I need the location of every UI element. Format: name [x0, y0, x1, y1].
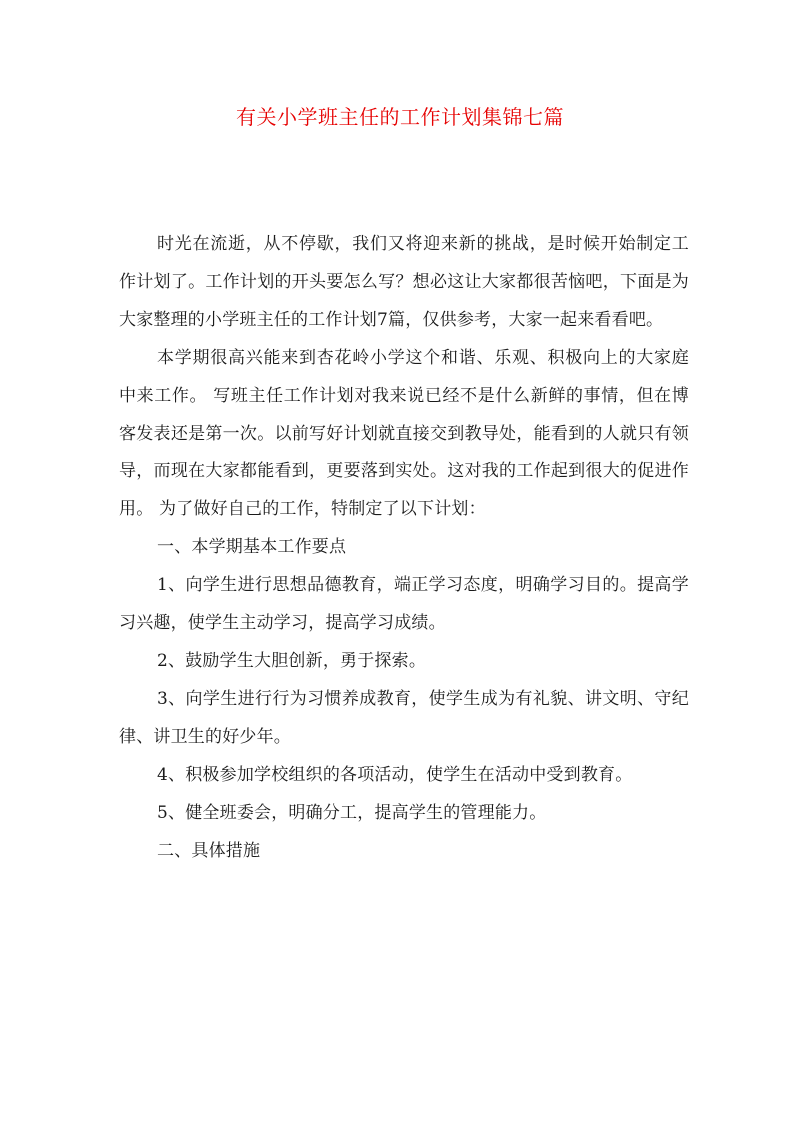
document-title: 有关小学班主任的工作计划集锦七篇 — [236, 105, 564, 129]
work-point-4: 4、积极参加学校组织的各项活动，使学生在活动中受到教育。 — [157, 764, 633, 785]
work-point-1: 1、向学生进行思想品德教育，端正学习态度，明确学习目的。提高学习兴趣，使学生主动学习，提高学习成绩。 — [119, 575, 689, 634]
work-point-3: 3、向学生进行行为习惯养成教育，使学生成为有礼貌、讲文明、守纪律、讲卫生的好少年。 — [119, 688, 689, 747]
background-paragraph: 本学期很高兴能来到杏花岭小学这个和谐、乐观、积极向上的大家庭中来工作。 写班主任工作计划对我来说已经不是什么新鲜的事情，但在博客发表还是第一次。以前写好计划就直接交到教导处，能看到的人就只有领导，而现在大家都能看到，更要落到实处。这对我的工作起到很大的促进作用。 为了做好自己的工作，特制定了以下计划： — [119, 347, 689, 520]
work-point-5: 5、健全班委会，明确分工，提高学生的管理能力。 — [157, 802, 547, 823]
document-body — [119, 226, 689, 870]
section-heading-measures: 二、具体措施 — [157, 840, 261, 861]
section-heading-work-points: 一、本学期基本工作要点 — [157, 537, 347, 558]
intro-paragraph: 时光在流逝，从不停歇，我们又将迎来新的挑战，是时候开始制定工作计划了。工作计划的开头要怎么写？想必这让大家都很苦恼吧，下面是为大家整理的小学班主任的工作计划7篇，仅供参考，大家一起来看看吧。 — [119, 234, 689, 330]
work-point-2: 2、鼓励学生大胆创新，勇于探索。 — [157, 650, 427, 671]
